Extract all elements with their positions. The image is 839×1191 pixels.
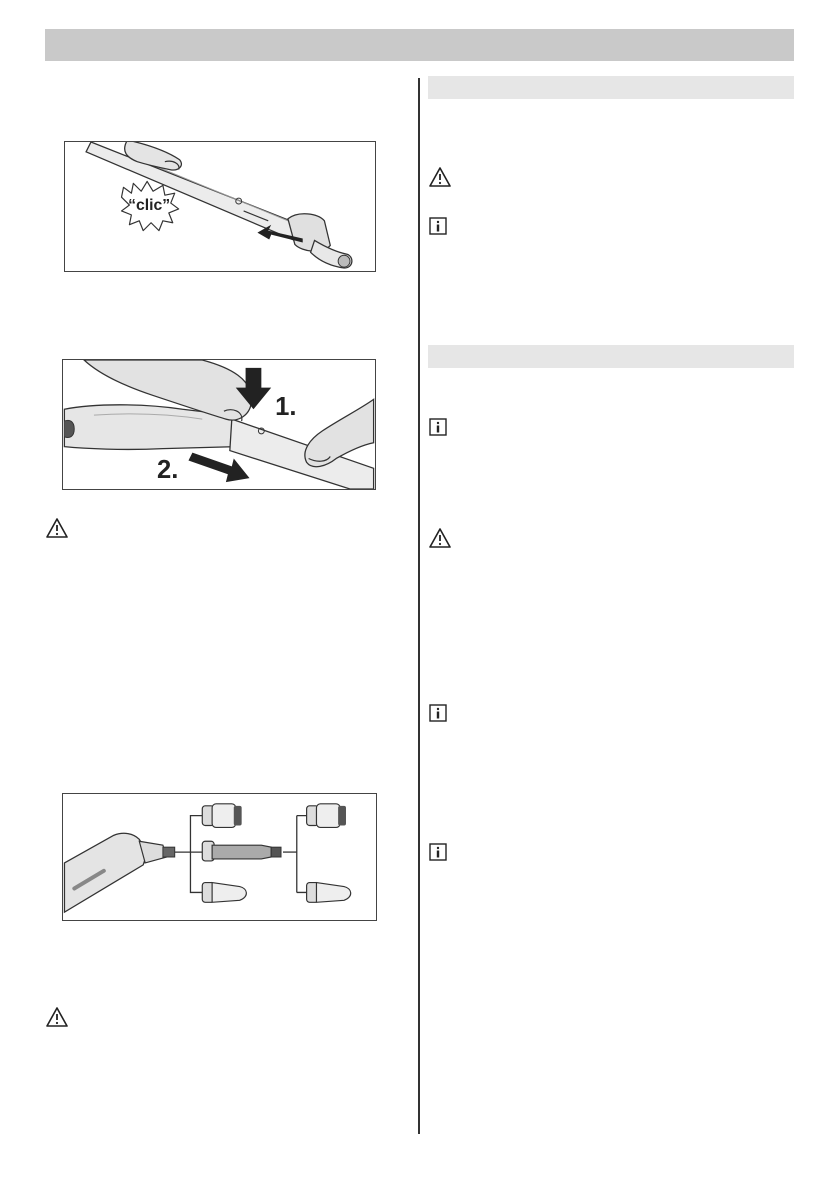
- step-2-label: 2.: [156, 456, 179, 485]
- tube-click-illustration: [65, 142, 375, 271]
- release-tube-illustration: [63, 360, 375, 489]
- warning-triangle-icon: [429, 527, 451, 549]
- info-i-icon: [429, 843, 447, 861]
- extension-tube: [202, 841, 281, 861]
- section-heading-bar-2: [428, 345, 794, 368]
- step-1-label: 1.: [275, 393, 297, 422]
- warning-triangle-icon: [46, 1006, 68, 1028]
- figure-release-tube: [62, 359, 376, 490]
- warning-triangle-icon: [429, 166, 451, 188]
- info-i-icon: [429, 418, 447, 436]
- section-heading-bar-1: [428, 76, 794, 99]
- clic-sound-label: “clic”: [128, 196, 171, 214]
- header-bar: [45, 29, 794, 61]
- warning-triangle-icon: [46, 517, 68, 539]
- info-i-icon: [429, 217, 447, 235]
- nozzle-attachment-1: [202, 883, 246, 903]
- column-divider: [418, 78, 420, 1134]
- figure-accessories: [62, 793, 377, 921]
- accessories-illustration: [63, 794, 376, 920]
- brush-attachment-1: [202, 804, 241, 828]
- brush-attachment-2: [307, 804, 346, 828]
- nozzle-attachment-2: [307, 883, 351, 903]
- figure-tube-click: [64, 141, 376, 272]
- info-i-icon: [429, 704, 447, 722]
